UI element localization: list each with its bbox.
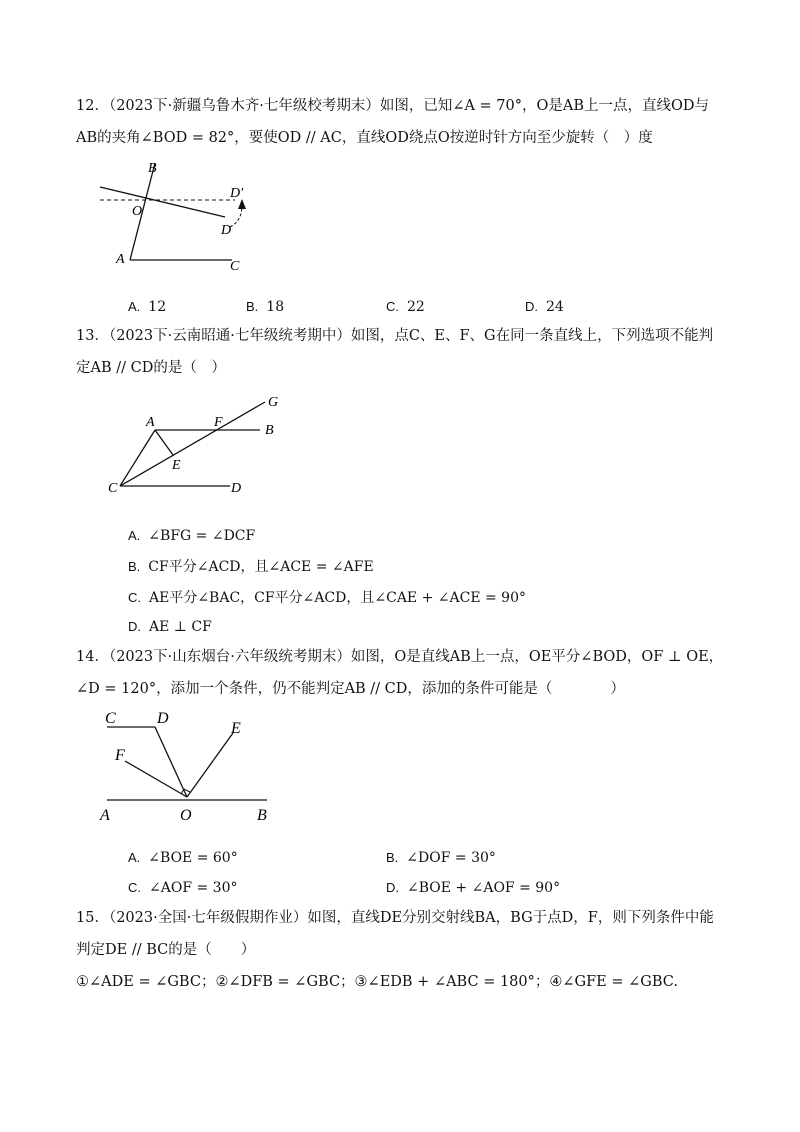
q12-label-O: O xyxy=(132,204,143,219)
q14-line-OE xyxy=(187,733,233,797)
q13-line-AC xyxy=(120,430,155,486)
q12-figure xyxy=(90,155,270,275)
q12-label-D: D xyxy=(221,223,232,238)
q12-option-c[interactable]: C. 22 xyxy=(386,299,425,315)
q13-stem-line2: 定AB // CD的是（ ） xyxy=(76,360,226,376)
q13-label-D: D xyxy=(231,481,242,496)
q13-option-a[interactable]: A. ∠BFG = ∠DCF xyxy=(128,528,256,544)
q12-label-Dp: D′ xyxy=(230,186,244,201)
q15-stem-line1: 15．（2023·全国·七年级假期作业）如图，直线DE分别交射线BA，BG于点D，F，则下列条件中能 xyxy=(76,910,714,926)
q15-conditions: ①∠ADE = ∠GBC；②∠DFB = ∠GBC；③∠EDB + ∠ABC = 180°；④∠GFE = ∠GBC. xyxy=(76,974,678,990)
q12-option-b[interactable]: B. 18 xyxy=(246,299,285,315)
q14-label-O: O xyxy=(180,807,192,824)
q12-line-OD xyxy=(100,187,225,217)
q13-label-B: B xyxy=(265,423,274,438)
q13-line-AE xyxy=(155,430,173,455)
q14-figure xyxy=(95,705,285,830)
q14-label-E: E xyxy=(231,720,241,737)
q13-stem-line1: 13．（2023下·云南昭通·七年级统考期中）如图，点C、E、F、G在同一条直线上，下列选项不能判 xyxy=(76,328,714,344)
q14-option-c[interactable]: C. ∠AOF = 30° xyxy=(128,880,238,896)
q14-option-b[interactable]: B. ∠DOF = 30° xyxy=(386,850,496,866)
q14-label-A: A xyxy=(100,807,110,824)
q12-option-d[interactable]: D. 24 xyxy=(525,299,564,315)
q14-label-C: C xyxy=(105,710,116,727)
q13-label-G: G xyxy=(268,395,279,410)
q13-label-A: A xyxy=(146,415,155,430)
q14-line-OF xyxy=(125,761,187,797)
q15-stem-line2: 判定DE // BC的是（ ） xyxy=(76,942,256,958)
q12-label-B: B xyxy=(148,161,157,176)
q12-option-a[interactable]: A. 12 xyxy=(128,299,167,315)
q12-label-C: C xyxy=(230,259,240,274)
q13-label-E: E xyxy=(172,458,181,473)
q14-label-F: F xyxy=(115,747,125,764)
q13-line-CG xyxy=(120,402,265,486)
q13-option-b[interactable]: B. CF平分∠ACD，且∠ACE = ∠AFE xyxy=(128,559,374,575)
q14-label-D: D xyxy=(157,710,169,727)
q12-stem-line1: 12．（2023下·新疆乌鲁木齐·七年级校考期末）如图，已知∠A = 70°，O是AB上一点，直线OD与 xyxy=(76,98,710,114)
q13-option-d[interactable]: D. AE ⊥ CF xyxy=(128,619,212,635)
q12-label-A: A xyxy=(116,252,125,267)
q13-label-C: C xyxy=(108,481,118,496)
q12-stem-line2: AB的夹角∠BOD = 82°，要使OD // AC，直线OD绕点O按逆时针方向至少旋转（ ）度 xyxy=(76,130,653,146)
q13-option-c[interactable]: C. AE平分∠BAC，CF平分∠ACD，且∠CAE + ∠ACE = 90° xyxy=(128,590,526,606)
q14-stem-line1: 14．（2023下·山东烟台·六年级统考期末）如图，O是直线AB上一点，OE平分∠BOD，OF ⊥ OE， xyxy=(76,649,724,665)
q14-label-B: B xyxy=(257,807,267,824)
q14-option-a[interactable]: A. ∠BOE = 60° xyxy=(128,850,238,866)
q14-stem-line2: ∠D = 120°，添加一个条件，仍不能判定AB // CD，添加的条件可能是（ ） xyxy=(76,681,625,697)
q14-option-d[interactable]: D. ∠BOE + ∠AOF = 90° xyxy=(386,880,561,896)
q13-figure xyxy=(100,390,290,500)
q14-line-DO xyxy=(155,727,187,797)
q13-label-F: F xyxy=(214,415,223,430)
